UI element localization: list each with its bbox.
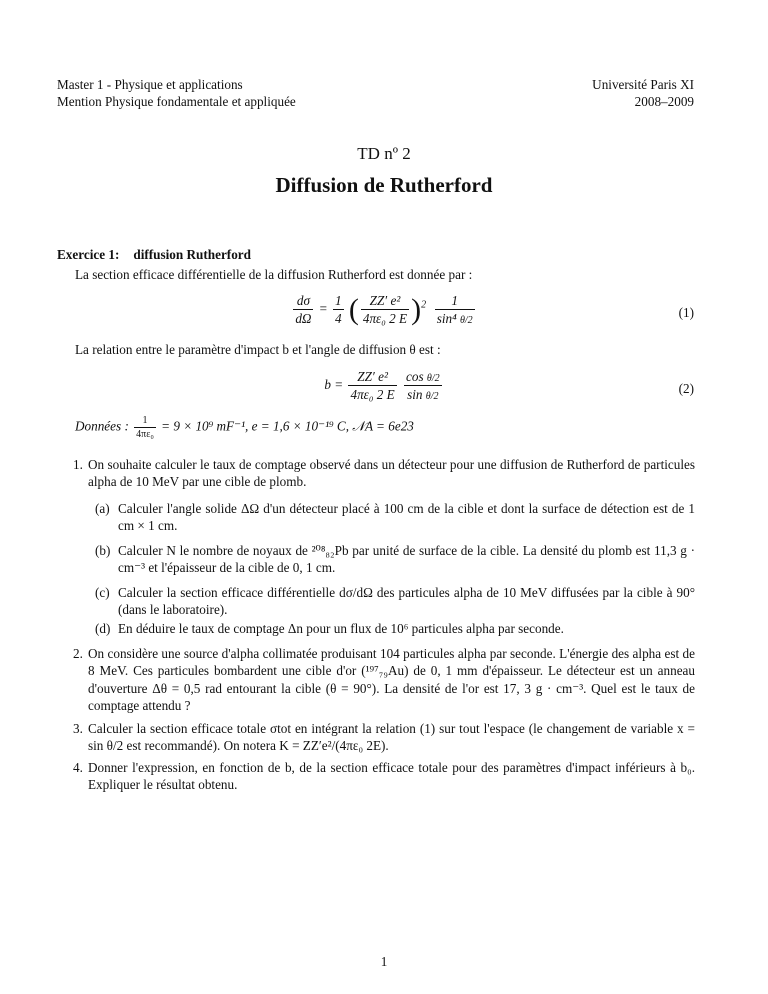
equation-2-number: (2) <box>678 381 694 396</box>
question-1: 1. On souhaite calculer le taux de comptage observé dans un détecteur pour une diffusion de Rutherford de particules alpha de 10 MeV par une cible de plomb. <box>73 457 695 490</box>
equation-1-number: (1) <box>678 305 694 320</box>
data-line: Données : $\frac{1}{\text{4πε₀}}$ = 9 × 10⁹ mF⁻¹, e = 1,6 × 10⁻¹⁹ C, 𝒩A = 6e23 <box>75 415 414 441</box>
equation-2 <box>0 368 768 408</box>
header-master: Master 1 - Physique et applications <box>57 77 243 92</box>
data-values: = 9 × 10⁹ mF⁻¹, e = 1,6 × 10⁻¹⁹ C, 𝒩A = 6e23 <box>161 418 414 434</box>
td-label: TD nº 2 <box>357 144 411 163</box>
question-4-text: Donner l'expression, en fonction de b, de la section efficace totale pour des paramètres d'impact inférieurs à b₀. Expliquer le résultat obtenu. <box>88 760 695 793</box>
data-label: Données : <box>75 418 129 434</box>
question-1b-text: Calculer N le nombre de noyaux de ²⁰⁸₈₂Pb par unité de surface de la cible. La densité du plomb est 11,3 g · cm⁻³ et l'épaisseur de la cible de 0, 1 cm. <box>118 543 695 576</box>
question-2-text: On considère une source d'alpha collimatée produisant 104 particules alpha par seconde. L'énergie des alpha est de 8 MeV. Ces particules bombardent une cible d'or (¹⁹⁷₇₉Au) de 0, 1 mm d'épaisseur. Le détecteur est un anneau d'ouverture Δθ = 0,5 rad entourant la cible (θ = 90°). La densité de l'or est 17, 3 g · cm⁻³. Quel est le taux de comptage attendu ? <box>88 646 695 714</box>
question-3-text: Calculer la section efficace totale σtot en intégrant la relation (1) sur tout l'espace (le changement de variable x = sin θ/2 est recommandé). On notera K = ZZ′e²/(4πε₀ 2E). <box>88 721 695 754</box>
header-right <box>592 76 694 111</box>
header-left <box>57 76 296 111</box>
exercise-title: diffusion Rutherford <box>133 247 251 262</box>
header-year: 2008–2009 <box>634 94 694 110</box>
exercise-number: Exercice 1: <box>57 247 120 262</box>
exercise-intro: La section efficace différentielle de la diffusion Rutherford est donnée par : <box>75 267 473 282</box>
exercise-heading <box>57 246 251 263</box>
question-2: 2. On considère une source d'alpha collimatée produisant 104 particules alpha par seconde. L'énergie des alpha est de 8 MeV. Ces particules bombardent une cible d'or (¹⁹⁷₇₉Au) de 0, 1 mm d'épaisseur. Le détecteur est un anneau d'ouverture Δθ = 0,5 rad entourant la cible (θ = 90°). La densité de l'or est 17, 3 g · cm⁻³. Quel est le taux de comptage attendu ? <box>73 646 695 714</box>
question-1a: (a) Calculer l'angle solide ΔΩ d'un détecteur placé à 100 cm de la cible et dont la surface de détection est de 1 cm × 1 cm. <box>95 501 695 534</box>
question-3: 3. Calculer la section efficace totale σtot en intégrant la relation (1) sur tout l'espace (le changement de variable x = sin θ/2 est recommandé). On notera K = ZZ′e²/(4πε₀ 2E). <box>73 721 695 754</box>
question-1b: (b) Calculer N le nombre de noyaux de ²⁰⁸₈₂Pb par unité de surface de la cible. La densité du plomb est 11,3 g · cm⁻³ et l'épaisseur de la cible de 0, 1 cm. <box>95 543 695 576</box>
relation-intro: La relation entre le paramètre d'impact b et l'angle de diffusion θ est : <box>75 342 441 357</box>
page-number: 1 <box>380 954 388 969</box>
equation-1 <box>0 292 768 332</box>
question-1c-text: Calculer la section efficace différentielle dσ/dΩ des particules alpha de 10 MeV diffusées par la cible à 90° (dans le laboratoire). <box>118 585 695 618</box>
question-1-text: On souhaite calculer le taux de comptage observé dans un détecteur pour une diffusion de Rutherford de particules alpha de 10 MeV par une cible de plomb. <box>88 457 695 490</box>
page-title: Diffusion de Rutherford <box>275 173 493 197</box>
question-1a-text: Calculer l'angle solide ΔΩ d'un détecteur placé à 100 cm de la cible et dont la surface de détection est de 1 cm × 1 cm. <box>118 501 695 534</box>
question-1c: (c) Calculer la section efficace différentielle dσ/dΩ des particules alpha de 10 MeV diffusées par la cible à 90° (dans le laboratoire). <box>95 585 695 618</box>
question-4: 4. Donner l'expression, en fonction de b, de la section efficace totale pour des paramètres d'impact inférieurs à b₀. Expliquer le résultat obtenu. <box>73 760 695 793</box>
header-mention: Mention Physique fondamentale et appliquée <box>57 94 296 110</box>
header-university: Université Paris XI <box>592 77 694 92</box>
question-1d-text: En déduire le taux de comptage Δn pour un flux de 10⁶ particules alpha par seconde. <box>118 621 564 636</box>
equation-2-formula: b = $\frac{\text{ZZ′ e²}}{\text{4πε₀ 2 E}}$ $\frac{\text{cos θ/2}}{\text{sin θ/2}}$ <box>324 369 440 403</box>
question-1d: (d) En déduire le taux de comptage Δn pour un flux de 10⁶ particules alpha par seconde. <box>95 620 695 637</box>
equation-1-formula: $\frac{d\sigma}{d\Omega}$ = $\frac{1}{4}$ ( $\frac{\text{ZZ′ e²}}{\text{4πε₀ 2 E}}$ )$^2$ $\frac{1}{\text{sin⁴ θ/2}}$ <box>295 292 473 327</box>
